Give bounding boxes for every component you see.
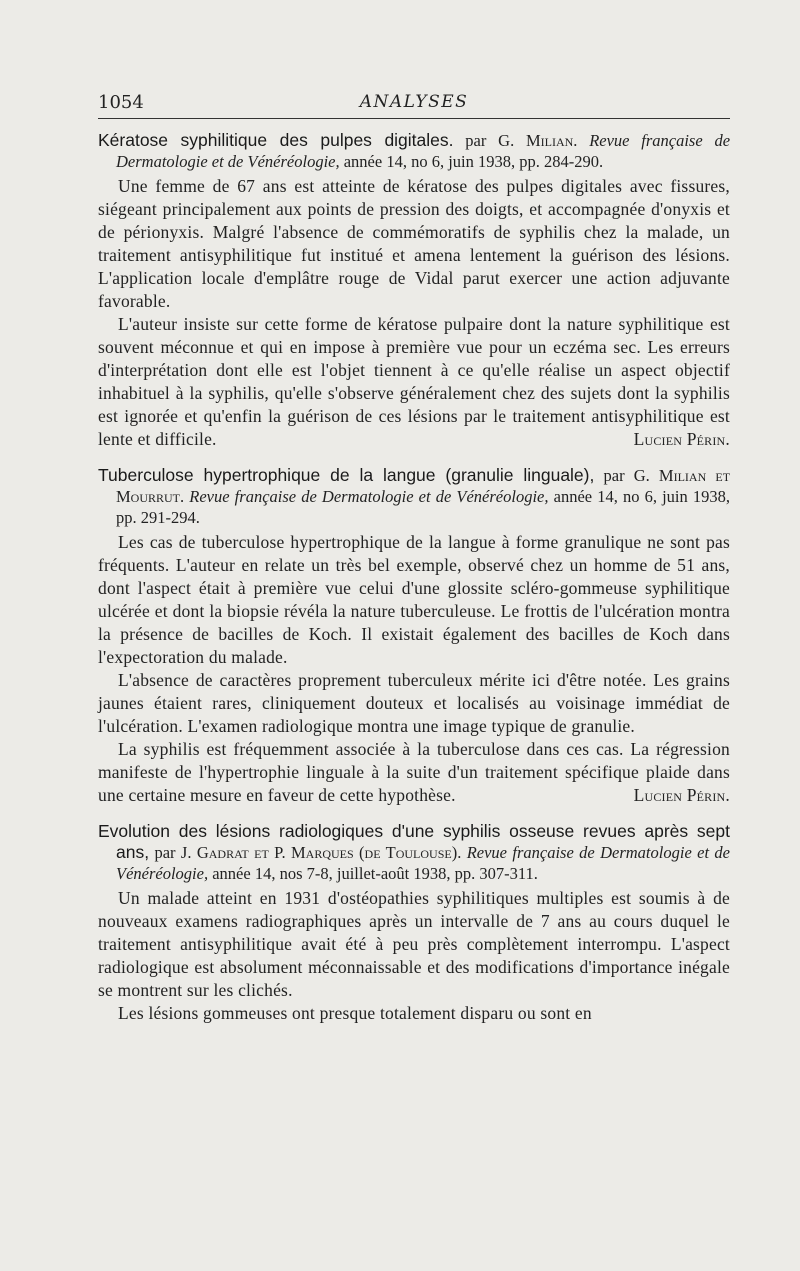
article-title: Tuberculose hypertrophique de la langue (granulie linguale), bbox=[98, 465, 595, 485]
article-reference bbox=[98, 130, 730, 172]
running-title: ANALYSES bbox=[359, 92, 469, 112]
article-journal: Revue française de Dermatologie et de Vénéréologie, bbox=[116, 131, 731, 171]
page-number: 1054 bbox=[98, 92, 144, 113]
page-header bbox=[98, 88, 730, 119]
article-reference bbox=[98, 465, 730, 528]
article-title: Evolution des lésions radiologiques d'une syphilis osseuse revues après sept ans, bbox=[98, 821, 730, 862]
paragraph-text: La syphilis est fréquemment associée à la tuberculose dans ces cas. La régression manifeste de l'hypertrophie linguale à la suite d'un traitement spécifique plaide dans une certaine mesure en faveur de cette hypothèse. bbox=[98, 739, 730, 805]
article-reference bbox=[98, 821, 730, 884]
article-citation: année 14, nos 7-8, juillet-août 1938, pp. 307-311. bbox=[212, 864, 538, 883]
article-authors: G. Milian et Mourrut. bbox=[116, 466, 731, 506]
article-citation: année 14, no 6, juin 1938, pp. 291-294. bbox=[116, 487, 730, 527]
article-evolution bbox=[98, 821, 730, 1025]
paragraph: Une femme de 67 ans est atteinte de kératose des pulpes digitales avec fissures, siégeant principalement aux points de pression des doigts, et accompagnée d'onyxis et de périonyxis. Malgré l'absence de commémoratifs de syphilis chez la malade, un traitement antisyphilitique fut institué et amena lentement la guérison des lésions. L'application locale d'emplâtre rouge de Vidal parut exercer une action adjuvante favorable. bbox=[98, 176, 730, 311]
paragraph: Les lésions gommeuses ont presque totalement disparu ou sont en bbox=[118, 1003, 592, 1023]
paragraph: L'absence de caractères proprement tuberculeux mérite ici d'être notée. Les grains jaunes étaient rares, cliniquement douteux et localisés au voisinage immédiat de l'ulcération. L'examen radiologique montra une image typique de granulie. bbox=[98, 670, 730, 736]
paragraph: Les cas de tuberculose hypertrophique de la langue à forme granulique ne sont pas fréquents. L'auteur en relate un très bel exemple, observé chez un homme de 51 ans, dont l'aspect était à première vue celui d'une glossite scléro-gommeuse syphilitique ulcérée et dont la biopsie révéla la nature tuberculeuse. Le frottis de l'ulcération montra la présence de bacilles de Koch. Il existait également des bacilles de Koch dans l'expectoration du malade. bbox=[98, 532, 730, 667]
signature: Lucien Périn. bbox=[633, 429, 730, 449]
article-tuberculose bbox=[98, 465, 730, 807]
paragraph bbox=[98, 738, 730, 807]
article-keratose bbox=[98, 130, 730, 451]
article-body bbox=[98, 130, 730, 1039]
article-authors: G. Milian. bbox=[498, 131, 578, 150]
article-by: par bbox=[154, 843, 176, 862]
article-journal: Revue française de Dermatologie et de Vénéréologie, bbox=[189, 487, 549, 506]
article-authors: J. Gadrat et P. Marques (de Toulouse). bbox=[180, 843, 462, 862]
paragraph-text: L'auteur insiste sur cette forme de kératose pulpaire dont la nature syphilitique est souvent méconnue et qui en impose à première vue pour un eczéma sec. Les erreurs d'interprétation dont elle est l'objet tiennent à ce qu'elle réalise un aspect objectif inhabituel à la syphilis, qu'elle s'observe généralement chez des sujets dont la syphilis est ignorée et qu'enfin la guérison de ces lésions par le traitement antisyphilitique est lente et difficile. bbox=[98, 314, 730, 449]
signature: Lucien Périn. bbox=[633, 785, 730, 805]
paragraph bbox=[98, 313, 730, 451]
paragraph: Un malade atteint en 1931 d'ostéopathies syphilitiques multiples est soumis à de nouveaux examens radiographiques après un intervalle de 7 ans au cours duquel le traitement antisyphilitique avait été à peu près complètement interrompu. L'aspect radiologique est absolument méconnaissable et des modifications d'importance inégale se montrent sur les clichés. bbox=[98, 888, 730, 1000]
article-citation: année 14, no 6, juin 1938, pp. 284-290. bbox=[343, 152, 604, 171]
article-by: par bbox=[465, 131, 487, 150]
article-journal: Revue française de Dermatologie et de Vénéréologie, bbox=[116, 843, 730, 883]
article-by: par bbox=[603, 466, 625, 485]
article-title: Kératose syphilitique des pulpes digitales. bbox=[98, 130, 454, 150]
